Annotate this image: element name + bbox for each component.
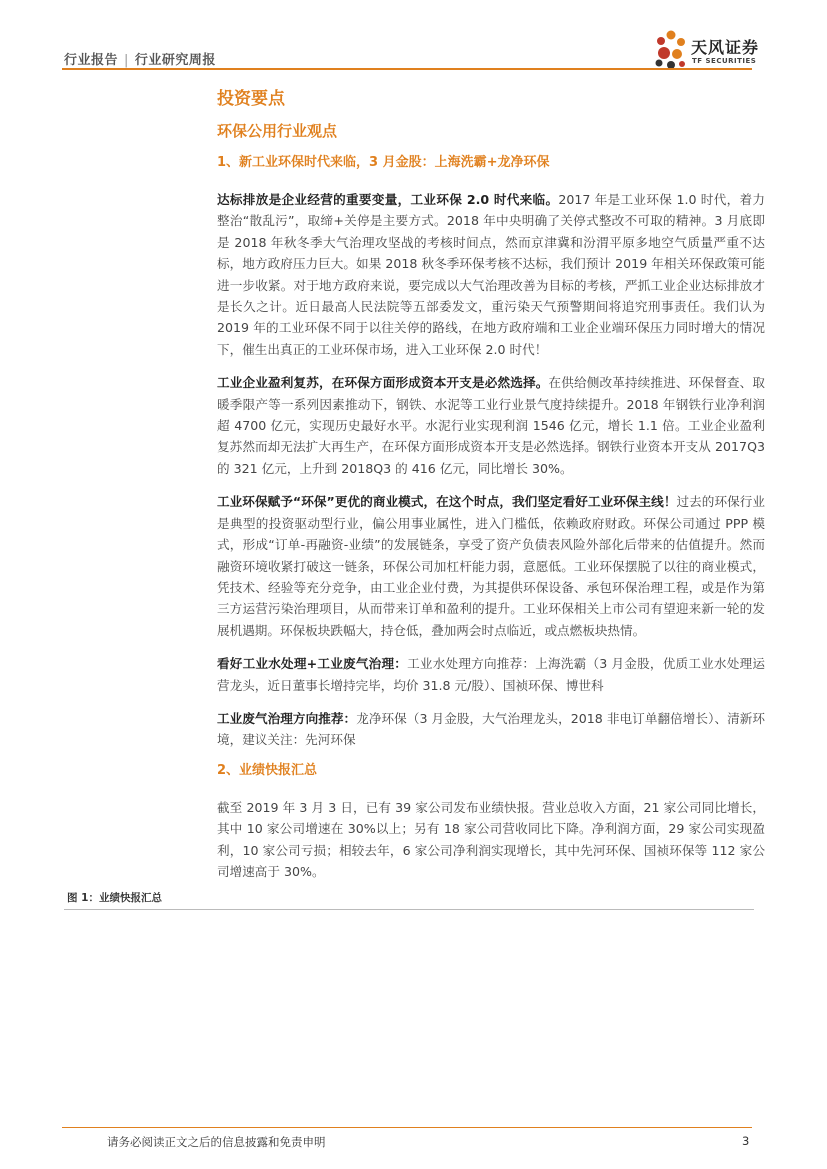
page-title: 投资要点 xyxy=(217,89,285,109)
paragraph-1 xyxy=(217,189,765,360)
figure-divider xyxy=(64,909,754,910)
paragraph-lead: 工业废气治理方向推荐： xyxy=(217,710,357,726)
footer-divider xyxy=(62,1127,752,1128)
paragraph-lead: 工业企业盈利复苏，在环保方面形成资本开支是必然选择。 xyxy=(217,375,549,391)
paragraph-4 xyxy=(217,653,765,696)
paragraph-body: 过去的环保行业是典型的投资驱动型行业，偏公用事业属性，进入门槛低，依赖政府财政。环保公司通过 PPP 模式，形成“订单-再融资-业绩”的发展链条，享受了资产负债表风险外部化后带来的估值提升。然而融资环境收紧打破这一链条，环保公司加杠杆能力弱，意愿低。工业环保摆脱了以往的商业模式，凭技术、经验等充分竞争，由工业企业付费，为其提供环保设备、承包环保治理工程，或是作为第三方运营污染治理项目，从而带来订单和盈利的提升。工业环保相关上市公司有望迎来新一轮的发展机遇期。环保板块跌幅大，持仓低，叠加两会时点临近，或点燃板块热情。 xyxy=(217,494,766,638)
paragraph-lead: 看好工业水处理+工业废气治理： xyxy=(217,656,408,672)
paragraph-body: 工业水处理方向推荐：上海洗霸（3 月金股，优质工业水处理运营龙头，近日董事长增持完毕，均价 31.8 元/股）、国祯环保、博世科 xyxy=(217,656,765,693)
paragraph-3 xyxy=(217,491,765,641)
section-title: 环保公用行业观点 xyxy=(217,122,338,140)
paragraph-body: 龙净环保（3 月金股，大气治理龙头，2018 非电订单翻倍增长）、清新环境，建议关注：先河环保 xyxy=(217,710,765,748)
paragraph-2 xyxy=(217,372,765,479)
footer-disclaimer: 请务必阅读正文之后的信息披露和免责申明 xyxy=(107,1135,326,1149)
paragraph-lead: 达标排放是企业经营的重要变量，工业环保 2.0 时代来临。 xyxy=(217,192,559,207)
paragraph-body: 在供给侧改革持续推进、环保督查、取暖季限产等一系列因素推动下，钢铁、水泥等工业行业景气度持续提升。2018 年钢铁行业净利润超 4700 亿元，实现历史最好水平。水泥行业实现利润 1546 亿元，增长 1.1 倍。工业企业盈利复苏然而却无法扩大再生产，在环保方面形成资本开支是必然选择。钢铁行业资本开支从 2017Q3 的 321 亿元，上升到 2018Q3 的 416 亿元，同比增长 30%。 xyxy=(217,375,766,476)
main-content xyxy=(217,82,765,882)
subsection-title-1: 1、新工业环保时代来临，3 月金股：上海洗霸+龙净环保 xyxy=(217,155,550,170)
report-type: 行业报告 xyxy=(64,53,119,68)
paragraph-5 xyxy=(217,708,765,751)
logo-name-cn: 天风证券 xyxy=(691,38,760,57)
summary-paragraph: 截至 2019 年 3 月 3 日，已有 39 家公司发布业绩快报。营业总收入方面，21 家公司同比增长，其中 10 家公司增速在 30%以上；另有 18 家公司营收同比下降。净利润方面，29 家公司实现盈利，10 家公司亏损；相较去年，6 家公司净利润实现增长，其中先河环保、国祯环保等 112 家公司增速高于 30%。 xyxy=(217,799,765,879)
subsection-title-2: 2、业绩快报汇总 xyxy=(217,762,318,778)
report-subtype: 行业研究周报 xyxy=(134,53,216,68)
paragraph-lead: 工业环保赋予“环保”更优的商业模式，在这个时点，我们坚定看好工业环保主线！ xyxy=(217,494,677,510)
page-number: 3 xyxy=(742,1134,750,1148)
breadcrumb-separator: | xyxy=(124,53,129,68)
figure-caption: 图 1：业绩快报汇总 xyxy=(67,892,162,904)
logo-name-en: TF SECURITIES xyxy=(692,57,757,65)
header-divider xyxy=(62,68,752,70)
header-breadcrumb xyxy=(64,49,216,68)
paragraph-body: 2017 年是工业环保 1.0 时代，着力整治“散乱污”，取缔+关停是主要方式。2018 年中央明确了关停式整改不可取的精神。3 月底即是 2018 年秋冬季大气治理攻坚战的考核时间点，然而京津冀和汾渭平原多地空气质量严重不达标，地方政府压力巨大。如果 2018 秋冬季环保考核不达标，我们预计 2019 年相关环保政策可能进一步收紧。对于地方政府来说，要完成以大气治理改善为目标的考核，严抓工业企业达标排放才是长久之计。近日最高人民法院等五部委发文，重污染天气预警期间将追究刑事责任。我们认为 2019 年的工业环保不同于以往关停的路线，在地方政府端和工业企业端环保压力同时增大的情况下，催生出真正的工业环保市场，进入工业环保 2.0 时代！ xyxy=(217,192,765,357)
